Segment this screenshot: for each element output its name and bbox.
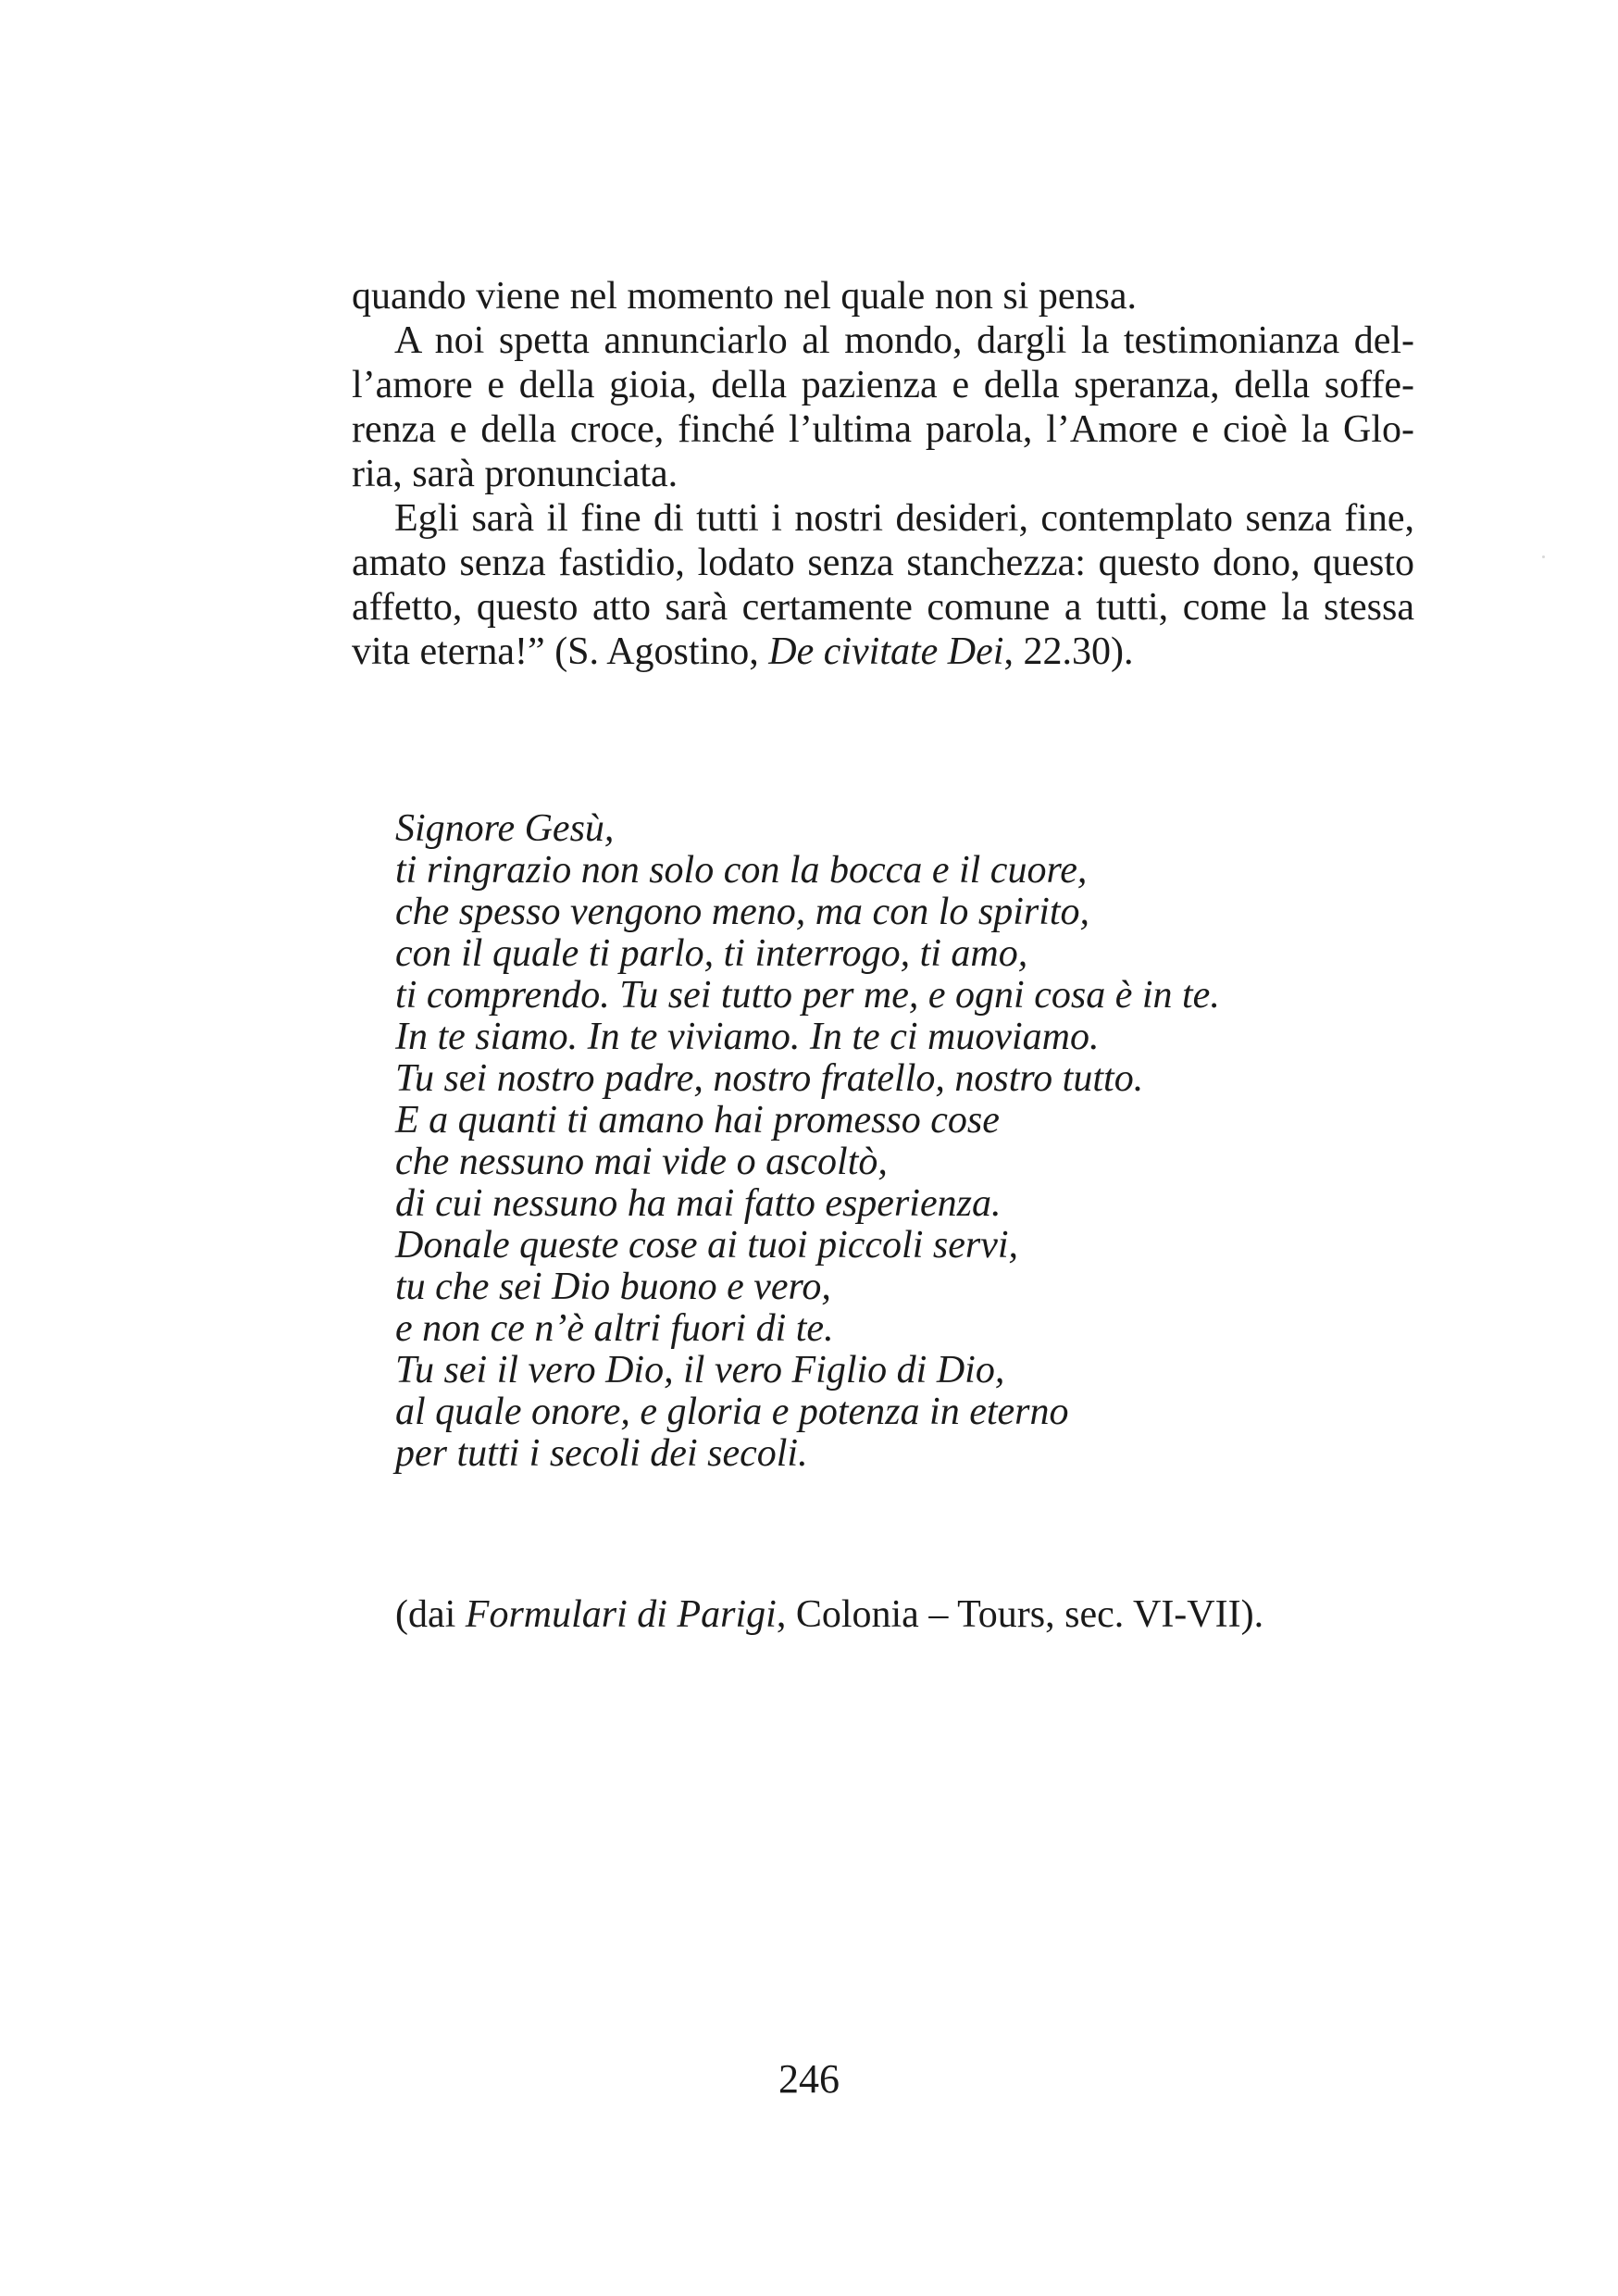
prose-line: quando viene nel momento nel quale non si pensa. — [352, 275, 1137, 318]
prose-line: A noi spetta annunciarlo al mondo, dargli la testimonianza del- — [394, 319, 1414, 362]
prayer-line: di cui nessuno ha mai fatto esperienza. — [395, 1182, 1002, 1225]
prayer-line: Donale queste cose ai tuoi piccoli servi, — [395, 1224, 1019, 1267]
prayer-line: ti comprendo. Tu sei tutto per me, e ogni cosa è in te. — [395, 974, 1220, 1017]
prayer-line: che nessuno mai vide o ascoltò, — [395, 1141, 888, 1183]
prayer-line: Tu sei il vero Dio, il vero Figlio di Dio, — [395, 1349, 1005, 1391]
citation-text: vita eterna!” (S. Agostino, — [352, 630, 769, 673]
prayer-line: E a quanti ti amano hai promesso cose — [395, 1099, 1000, 1142]
prayer-line: ti ringrazio non solo con la bocca e il cuore, — [395, 849, 1088, 892]
prose-line: Egli sarà il fine di tutti i nostri desideri, contemplato senza fine, — [394, 497, 1414, 540]
citation-reference: , 22.30). — [1003, 630, 1134, 673]
prose-line: affetto, questo atto sarà certamente comune a tutti, come la stessa — [352, 586, 1414, 629]
prayer-line: per tutti i secoli dei secoli. — [395, 1432, 808, 1475]
prose-line-citation — [352, 630, 1414, 674]
prose-line: ria, sarà pronunciata. — [352, 453, 678, 495]
prayer-line: tu che sei Dio buono e vero, — [395, 1266, 831, 1308]
source-work-title: Formulari di Parigi — [465, 1593, 777, 1636]
prose-line: amato senza fastidio, lodato senza stanchezza: questo dono, questo — [352, 542, 1414, 584]
source-details: , Colonia – Tours, sec. VI-VII). — [776, 1593, 1264, 1636]
citation-work-title: De civitate Dei — [768, 630, 1004, 673]
prayer-line: al quale onore, e gloria e potenza in eterno — [395, 1391, 1069, 1433]
prayer-poem — [395, 808, 1413, 1475]
prayer-source — [395, 1592, 1263, 1637]
source-text: (dai — [395, 1593, 466, 1636]
prayer-line: con il quale ti parlo, ti interrogo, ti amo, — [395, 932, 1028, 975]
prose-paragraphs — [352, 274, 1414, 674]
prayer-line: Tu sei nostro padre, nostro fratello, nostro tutto. — [395, 1057, 1144, 1100]
prayer-line: In te siamo. In te viviamo. In te ci muoviamo. — [395, 1016, 1100, 1058]
prayer-line: che spesso vengono meno, ma con lo spirito, — [395, 891, 1090, 933]
prayer-line: Signore Gesù, — [395, 807, 615, 850]
prose-line: renza e della croce, finché l’ultima parola, l’Amore e cioè la Glo- — [352, 408, 1414, 451]
scan-speck — [1542, 555, 1545, 558]
prose-line: l’amore e della gioia, della pazienza e della speranza, della soffe- — [352, 364, 1414, 406]
prayer-line: e non ce n’è altri fuori di te. — [395, 1307, 834, 1350]
page-number: 246 — [778, 2056, 840, 2102]
